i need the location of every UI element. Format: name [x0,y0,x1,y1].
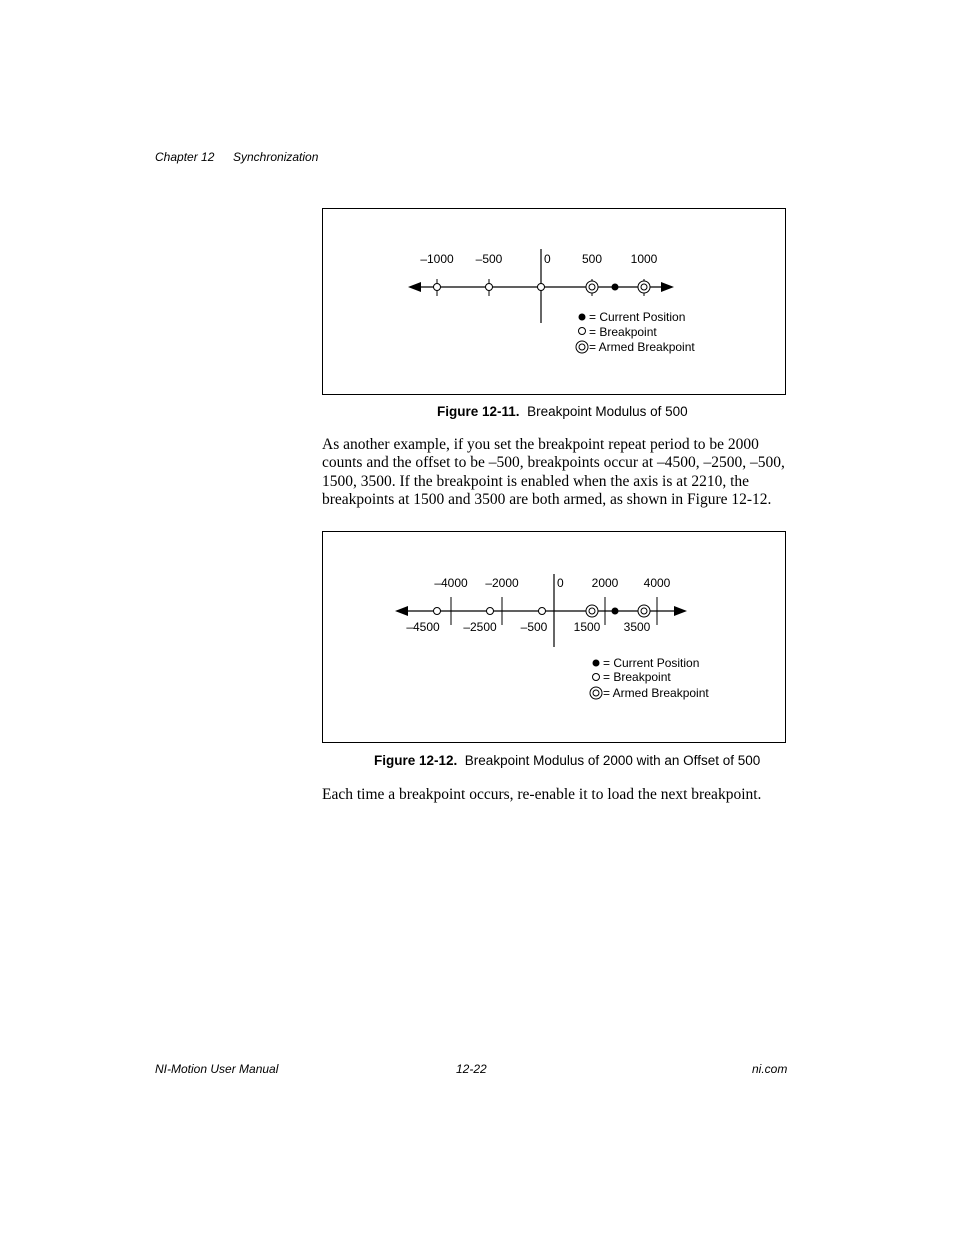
tick-label: 500 [581,252,603,266]
footer-page-number: 12-22 [456,1062,487,1076]
tick-label: –1000 [420,252,454,266]
current-position-marker [612,284,619,291]
breakpoint-marker [538,284,545,291]
body-paragraph: As another example, if you set the breakpoint repeat period to be 2000 counts and the offset to be –500, breakpoints occur at –4500, –2500, –500, 1500, 3500. If the breakpoint is enabled when the axis is at 2210, the breakpoints at 1500 and 3500 are both armed, as shown in Figure 12-12. [322,436,785,508]
breakpoint-marker [539,608,546,615]
footer-manual-title: NI-Motion User Manual [155,1062,279,1076]
legend-armed-breakpoint-icon [576,341,588,353]
breakpoint-label: –500 [520,620,548,634]
armed-breakpoint-marker-inner [589,284,595,290]
caption-number: Figure 12-12. [374,753,458,768]
legend-current-position: = Current Position [589,310,686,324]
right-arrow-icon [674,606,687,616]
caption-number: Figure 12-11. [437,404,520,419]
figure-12-12-diagram [323,532,787,744]
tick-label: 4000 [643,576,671,590]
legend-armed-breakpoint-icon [590,687,602,699]
body-paragraph: Each time a breakpoint occurs, re-enable it to load the next breakpoint. [322,786,762,803]
breakpoint-label: 1500 [573,620,601,634]
breakpoint-label: 3500 [623,620,651,634]
armed-breakpoint-marker-inner [641,284,647,290]
legend-current-position-icon [579,314,586,321]
tick-label: 0 [557,576,564,590]
current-position-marker [612,608,619,615]
figure-12-12 [322,531,786,743]
header-section: Synchronization [233,150,319,164]
tick-label: –4000 [434,576,468,590]
left-arrow-icon [408,282,421,292]
legend-breakpoint-icon [579,328,586,335]
breakpoint-marker [434,608,441,615]
legend-armed-breakpoint: = Armed Breakpoint [589,340,695,354]
figure-12-11 [322,208,786,395]
legend-breakpoint-icon [593,674,600,681]
breakpoint-marker [487,608,494,615]
figure-12-11-diagram [323,209,787,396]
breakpoint-label: –2500 [463,620,497,634]
armed-breakpoint-marker-inner [589,608,595,614]
figure-12-12-caption [374,753,760,768]
caption-text: Breakpoint Modulus of 2000 with an Offset of 500 [464,753,761,768]
left-arrow-icon [395,606,408,616]
caption-text: Breakpoint Modulus of 500 [527,404,688,419]
tick-label: 1000 [630,252,658,266]
tick-label: –500 [475,252,503,266]
right-arrow-icon [661,282,674,292]
tick-label: –2000 [485,576,519,590]
legend-breakpoint: = Breakpoint [603,670,671,684]
footer-website-link[interactable]: ni.com [752,1062,788,1076]
breakpoint-marker [486,284,493,291]
legend-armed-breakpoint: = Armed Breakpoint [603,686,709,700]
header-chapter: Chapter 12 [155,150,215,164]
legend-current-position: = Current Position [603,656,700,670]
tick-label: 2000 [591,576,619,590]
breakpoint-label: –4500 [406,620,440,634]
figure-12-11-caption [437,404,688,419]
breakpoint-marker [434,284,441,291]
legend-current-position-icon [593,660,600,667]
tick-label: 0 [544,252,551,266]
armed-breakpoint-marker-inner [641,608,647,614]
legend-breakpoint: = Breakpoint [589,325,657,339]
